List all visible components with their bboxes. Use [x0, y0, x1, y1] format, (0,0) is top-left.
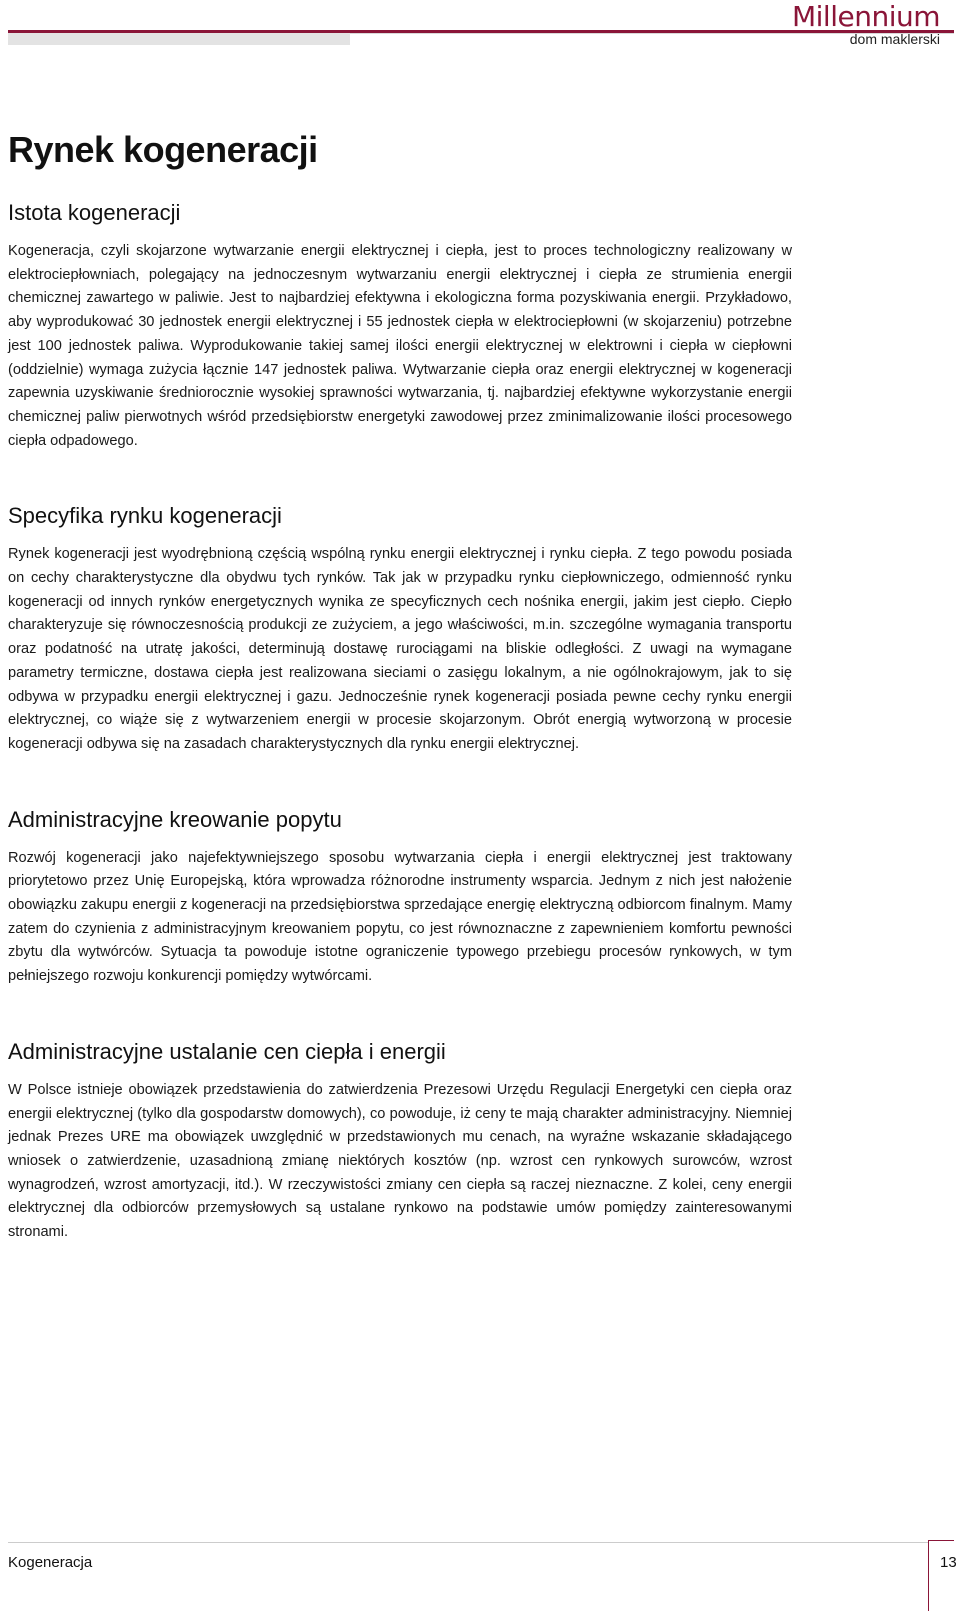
footer-accent-line	[928, 1540, 929, 1611]
footer-rule	[8, 1542, 928, 1543]
section-paragraph-popyt: Rozwój kogeneracji jako najefektywniejszego sposobu wytwarzania ciepła i energii elektrycznej jest traktowany priorytetowo przez Unię Europejską, która wprowadza różnorodne instrumenty wsparcia. Jednym z nich jest nałożenie obowiązku zakupu energii z kogeneracji na przedsiębiorstwa sprzedające energię elektryczną odbiorcom finalnym. Mamy zatem do czynienia z administracyjnym kreowaniem popytu, co jest równoznaczne z zapewnieniem komfortu pewności zbytu dla wytwórców. Sytuacja ta powoduje istotne ograniczenie typowego przebiegu procesów rynkowych, w tym pełniejszego rozwoju konkurencji pomiędzy wytwórcami.	[8, 849, 792, 985]
page-title: Rynek kogeneracji	[8, 129, 318, 170]
section-heading-specyfika: Specyfika rynku kogeneracji	[8, 503, 282, 529]
footer-accent-top	[928, 1540, 954, 1541]
section-heading-istota: Istota kogeneracji	[8, 200, 181, 225]
page-number: 13	[940, 1554, 957, 1571]
section-paragraph-specyfika: Rynek kogeneracji jest wyodrębnioną częścią wspólną rynku energii elektrycznej i rynku ciepła. Z tego powodu posiada on cechy charakterystyczne dla obydwu tych rynków. Tak jak w przypadku rynku ciepłowniczego, odmienność rynku kogeneracji od innych rynków energetycznych wynika ze specyficznych cech nośnika energii, jakim jest ciepło. Ciepło charakteryzuje się równoczesnością produkcji ze zużyciem, a jego właściwości, m.in. szczególne wymagania transportu oraz podatność na utratę jakości, determinują dostawę rurociągami na bliskie odległości. Z uwagi na wymagane parametry termiczne, dostawa ciepła jest realizowana sieciami o zasięgu lokalnym, a nie ogólnokrajowym, jak to się odbywa w przypadku energii elektrycznej i gazu. Jednocześnie rynek kogeneracji posiada pewne cechy rynku energii elektrycznej, co wiąże się z wytwarzeniem energii w procesie skojarzonym. Obrót energią wytworzoną w procesie kogeneracji odbywa się na zasadach charakterystycznych dla rynku energii elektrycznej.	[8, 546, 792, 752]
millennium-logo	[780, 2, 940, 46]
logo-wordmark: Millennium	[791, 0, 940, 33]
document-body	[8, 128, 792, 1245]
section-paragraph-ceny: W Polsce istnieje obowiązek przedstawienia do zatwierdzenia Prezesowi Urzędu Regulacji Energetyki cen ciepła oraz energii elektrycznej (tylko dla gospodarstw domowych), co powoduje, iż ceny te mają charakter administracyjny. Niemniej jednak Prezes URE ma obowiązek uwzględnić w przedstawionych mu cenach, na wyraźne wskazanie składającego wniosek o zatwierdzenie, uzasadnioną zmianę niektórych kosztów (np. wzrost cen rynkowych surowców, wzrost wynagrodzeń, wzrost amortyzacji, itd.). W rzeczywistości zmiany cen ciepła są raczej nieznaczne. Z kolei, ceny energii elektrycznej dla odbiorców przemysłowych są ustalane rynkowo na podstawie umów pomiędzy zainteresowanymi stronami.	[8, 1081, 792, 1241]
section-paragraph-istota: Kogeneracja, czyli skojarzone wytwarzanie energii elektrycznej i ciepła, jest to proces technologiczny realizowany w elektrociepłowniach, polegający na jednoczesnym wytwarzaniu energii elektrycznej i ciepła ze strumienia energii chemicznej zawartego w paliwie. Jest to najbardziej efektywna i ekologiczna forma pozyskiwania energii. Przykładowo, aby wyprodukować 30 jednostek energii elektrycznej i 55 jednostek ciepła w elektrociepłowni (w skojarzeniu) potrzebne jest 100 jednostek paliwa. Wyprodukowanie takiej samej ilości energii elektrycznej w elektrowni i ciepła w ciepłowni (oddzielnie) wymaga zużycia łącznie 147 jednostek paliwa. Wytwarzanie ciepła oraz energii elektrycznej w kogeneracji zapewnia uzyskiwanie średniorocznie wysokiej sprawności wytwarzania, tj. najbardziej efektywne wykorzystanie energii chemicznej paliw pierwotnych wśród przedsiębiorstw energetyki zawodowej przez zminimalizowanie ilości procesowego ciepła odpadowego.	[8, 243, 792, 449]
header-grey-band	[8, 33, 350, 45]
section-heading-popyt: Administracyjne kreowanie popytu	[8, 806, 342, 832]
logo-subtitle: dom maklerski	[849, 31, 940, 47]
section-heading-ceny: Administracyjne ustalanie cen ciepła i energii	[8, 1038, 446, 1064]
footer-section-label: Kogeneracja	[8, 1554, 93, 1571]
